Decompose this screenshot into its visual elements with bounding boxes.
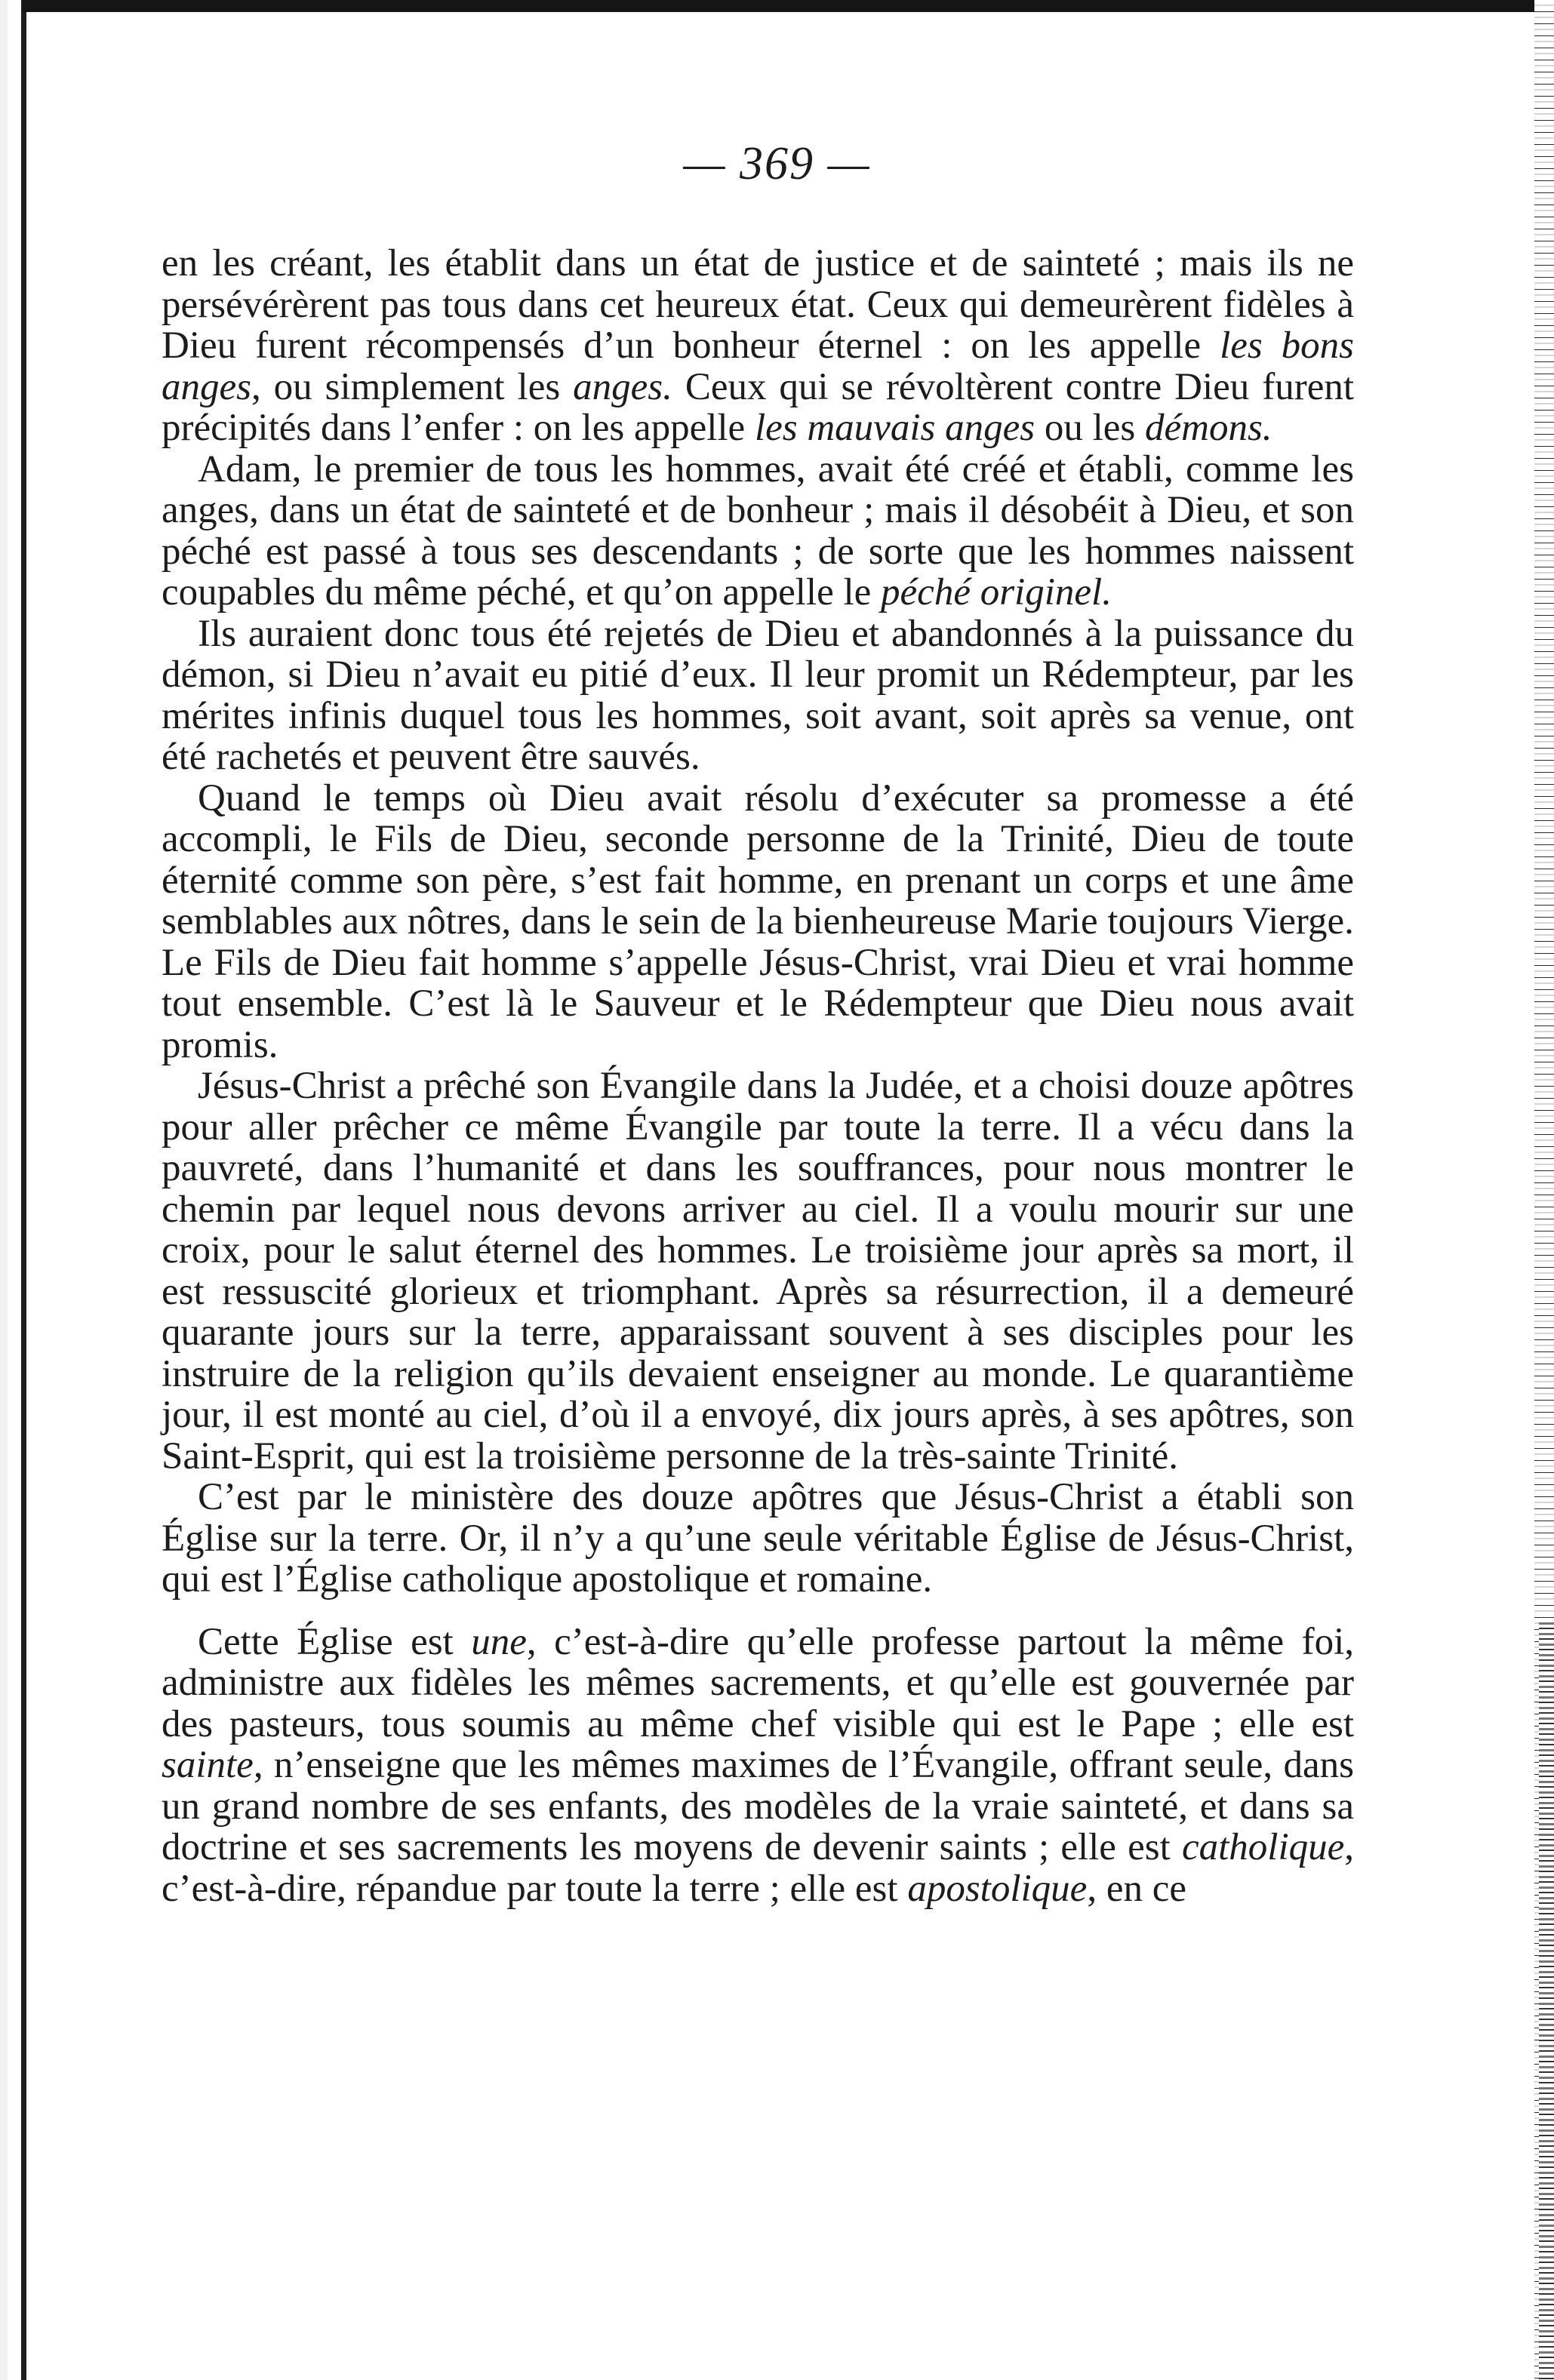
- text-run: C’est par le ministère des douze apôtres que Jésus-Christ a établi son Église sur la terre. Or, il n’y a qu’une seule véritable Église de Jésus-Christ, qui est l’Église catholique apostolique et romaine.: [162, 1476, 1354, 1601]
- paragraph: [162, 1065, 1354, 1477]
- italic-text: une: [471, 1620, 527, 1663]
- text-run: , c’est-à-dire qu’elle professe partout la même foi, administre aux fidèles les mêmes sacrements, et qu’elle est gouvernée par des pasteurs, tous soumis au même chef visible qui est le Pape ; elle est: [162, 1620, 1354, 1745]
- text-run: , en ce: [1087, 1867, 1186, 1910]
- text-run: Jésus-Christ a prêché son Évangile dans la Judée, et a choisi douze apôtres pour aller prêcher ce même Évangile par toute la terre. Il a vécu dans la pauvreté, dans l’humanité et dans les souffrances, pour nous montrer le chemin par lequel nous devons arriver au ciel. Il a voulu mourir sur une croix, pour le salut éternel des hommes. Le troisième jour après sa mort, il est ressuscité glorieux et triomphant. Après sa résurrection, il a demeuré quarante jours sur la terre, apparaissant souvent à ses disciples pour les instruire de la religion qu’ils devaient enseigner au monde. Le quarantième jour, il est monté au ciel, d’où il a envoyé, dix jours après, à ses apôtres, son Saint-Esprit, qui est la troisième personne de la très-sainte Trinité.: [162, 1065, 1354, 1478]
- italic-text: anges.: [573, 365, 672, 408]
- scan-edge-left-margin: [0, 0, 8, 2380]
- italic-text: apostolique: [907, 1867, 1088, 1910]
- text-run: Adam, le premier de tous les hommes, avait été créé et établi, comme les anges, dans un état de sainteté et de bonheur ; mais il désobéit à Dieu, et son péché est passé à tous ses descendants ; de sorte que les hommes naissent coupables du même péché, et qu’on appelle le: [162, 447, 1354, 613]
- italic-text: péché originel.: [881, 571, 1112, 613]
- text-run: , c’est-à-dire, répandue par toute la terre ; elle est: [162, 1826, 1354, 1910]
- text-run: Quand le temps où Dieu avait résolu d’exécuter sa promesse a été accompli, le Fils de Dieu, seconde personne de la Trinité, Dieu de toute éternité comme son père, s’est fait homme, en prenant un corps et une âme semblables aux nôtres, dans le sein de la bienheureuse Marie toujours Vierge.: [162, 776, 1354, 942]
- italic-text: les mauvais anges: [754, 407, 1035, 449]
- scan-edge-left: [21, 0, 26, 2380]
- text-run: , ou simplement les: [251, 365, 574, 408]
- text-run: Ils auraient donc tous été rejetés de Dieu et abandonnés à la puissance du démon, si Dieu n’avait eu pitié d’eux. Il leur promit un Rédempteur, par les mérites infinis duquel tous les hommes, soit avant, soit après sa venue, ont été rachetés et peuvent être sauvés.: [162, 612, 1354, 778]
- text-run: Ceux qui se révoltèrent contre Dieu furent précipités dans l’enfer : on les appelle: [162, 365, 1355, 449]
- italic-text: catholique: [1181, 1826, 1345, 1868]
- italic-text: démons.: [1144, 407, 1272, 449]
- paragraph: [162, 778, 1354, 942]
- text-run: Cette Église est: [198, 1620, 472, 1663]
- paragraph: [162, 243, 1354, 449]
- body-text: [162, 243, 1354, 1909]
- scan-edge-right-noise: [1539, 1622, 1554, 2380]
- italic-text: sainte: [162, 1744, 254, 1786]
- italic-text: les bons anges: [162, 324, 1354, 408]
- page-number: — 369 —: [683, 138, 871, 189]
- text-run: ou les: [1035, 407, 1145, 449]
- text-run: Le Fils de Dieu fait homme s’appelle Jésus-Christ, vrai Dieu et vrai homme tout ensemble. C’est là le Sauveur et le Rédempteur que Dieu nous avait promis.: [162, 941, 1354, 1066]
- paragraph: [162, 942, 1354, 1066]
- scan-edge-top: [23, 0, 1554, 12]
- text-run: , n’enseigne que les mêmes maximes de l’Évangile, offrant seule, dans un grand nombre de ses enfants, des modèles de la vraie sainteté, et dans sa doctrine et ses sacrements les moyens de devenir saints ; elle est: [162, 1744, 1354, 1868]
- paragraph: [162, 1622, 1354, 1910]
- text-run: en les créant, les établit dans un état de justice et de sainteté ; mais ils ne persévérèrent pas tous dans cet heureux état. Ceux qui demeurèrent fidèles à Dieu furent récompensés d’un bonheur éternel : on les appelle: [162, 242, 1354, 367]
- paragraph: [162, 449, 1354, 613]
- paragraph: [162, 1477, 1354, 1601]
- paragraph: [162, 613, 1354, 778]
